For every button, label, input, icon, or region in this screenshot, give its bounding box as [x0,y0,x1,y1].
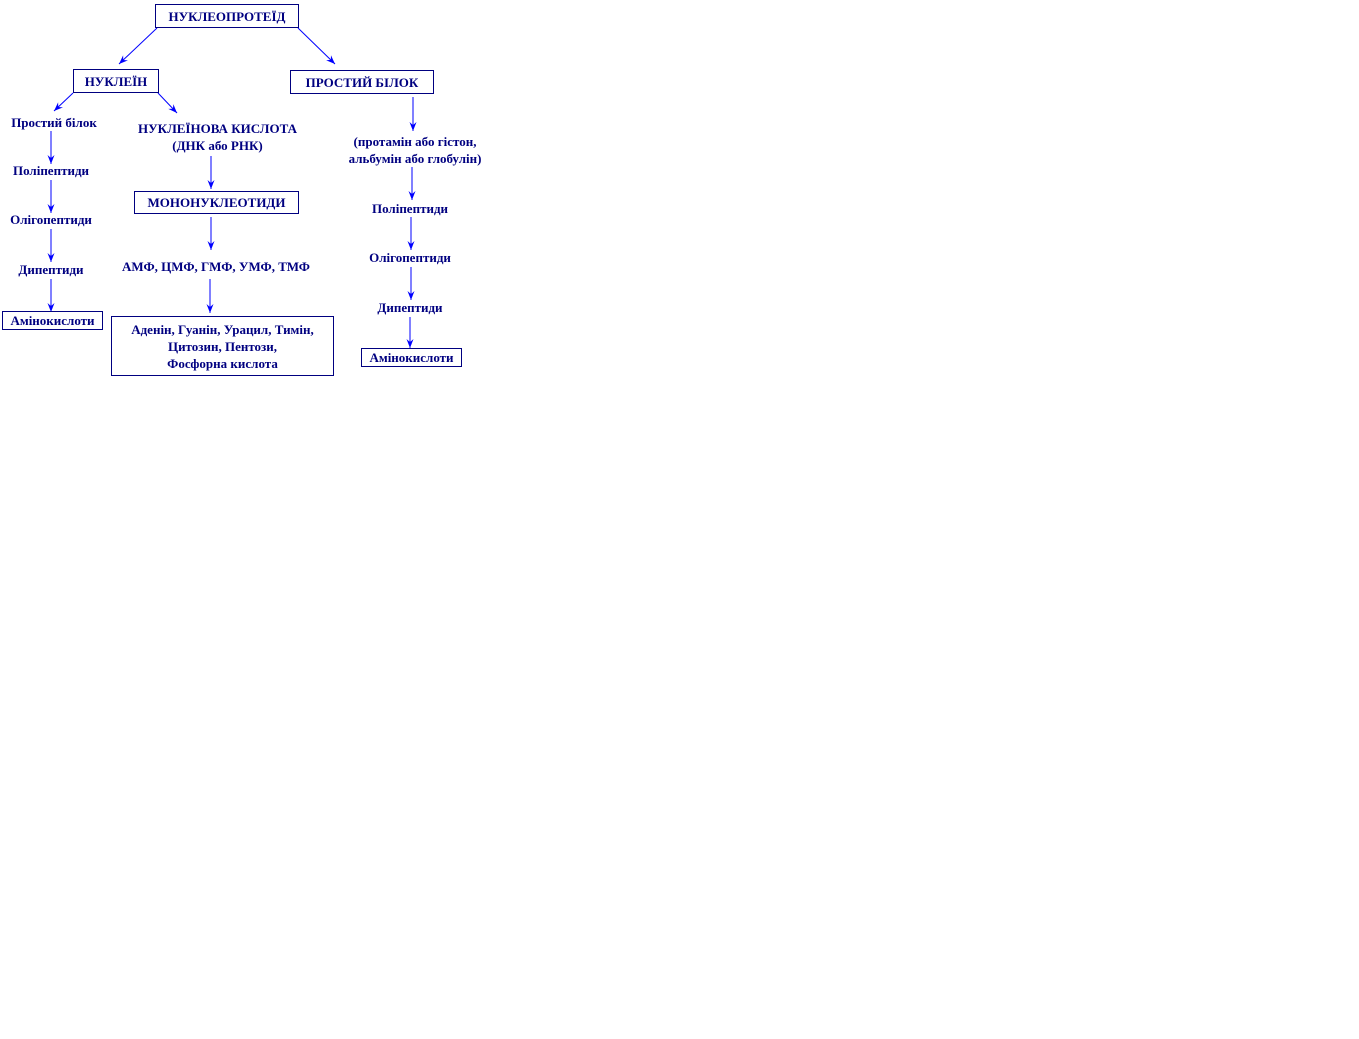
node-mononucleotides [134,191,299,214]
node-nucleic-acid [120,120,315,154]
node-protein-examples-line2: альбумін або глобулін) [348,151,482,166]
arrow-left-2 [48,180,55,213]
right-step-oligopeptides: Олігопептиди [369,250,451,265]
arrow-root-to-simple-protein [298,28,335,64]
arrow-right-2 [409,167,416,200]
arrow-left-4 [48,279,55,312]
arrow-right-1 [410,97,417,131]
node-nucleotide-list: АМФ, ЦМФ, ГМФ, УМФ, ТМФ [122,259,310,274]
node-hydrolysis-products-line3: Фосфорна кислота [167,355,278,371]
left-step-simple-protein: Простий білок [11,115,97,130]
arrow-right-4 [408,267,415,300]
left-step-amino-acids [2,311,103,330]
arrow-left-3 [48,229,55,262]
arrow-mid-1 [208,156,215,189]
right-step-dipeptides: Дипептиди [377,300,443,315]
node-hydrolysis-products [111,316,334,376]
node-simple-protein-label: ПРОСТИЙ БІЛОК [305,74,419,90]
node-nucleic-acid-line1: НУКЛЕЇНОВА КИСЛОТА [137,121,298,136]
node-hydrolysis-products-line2: Цитозин, Пентози, [167,338,278,354]
right-step-amino-acids-label: Амінокислоти [369,350,454,365]
node-simple-protein [290,70,434,94]
arrow-left-1 [48,131,55,164]
node-protein-examples [330,133,500,167]
arrow-root-to-nuclein [119,28,157,64]
node-nuclein-label: НУКЛЕЇН [84,73,148,89]
right-step-polypeptides: Поліпептиди [371,201,449,216]
node-nucleoprotein-label: НУКЛЕОПРОТЕЇД [168,8,286,24]
arrow-mid-3 [207,279,214,313]
right-step-amino-acids [361,348,462,367]
arrow-mid-2 [208,217,215,250]
arrow-nuclein-to-nucleic-acid [158,93,177,113]
left-step-amino-acids-label: Амінокислоти [10,313,95,328]
node-hydrolysis-products-line1: Аденін, Гуанін, Урацил, Тимін, [131,321,314,337]
arrow-right-3 [408,217,415,250]
left-step-polypeptides: Поліпептиди [12,163,90,178]
arrow-nuclein-to-simple-protein [54,93,73,111]
node-protein-examples-line1: (протамін або гістон, [353,134,477,149]
node-nuclein [73,69,159,93]
node-mononucleotides-label: МОНОНУКЛЕОТИДИ [147,195,286,210]
arrow-right-5 [407,317,414,348]
node-nucleoprotein [155,4,299,28]
node-nucleic-acid-line2: (ДНК або РНК) [172,138,263,153]
left-step-oligopeptides: Олігопептиди [10,212,92,227]
left-step-dipeptides: Дипептиди [18,262,84,277]
